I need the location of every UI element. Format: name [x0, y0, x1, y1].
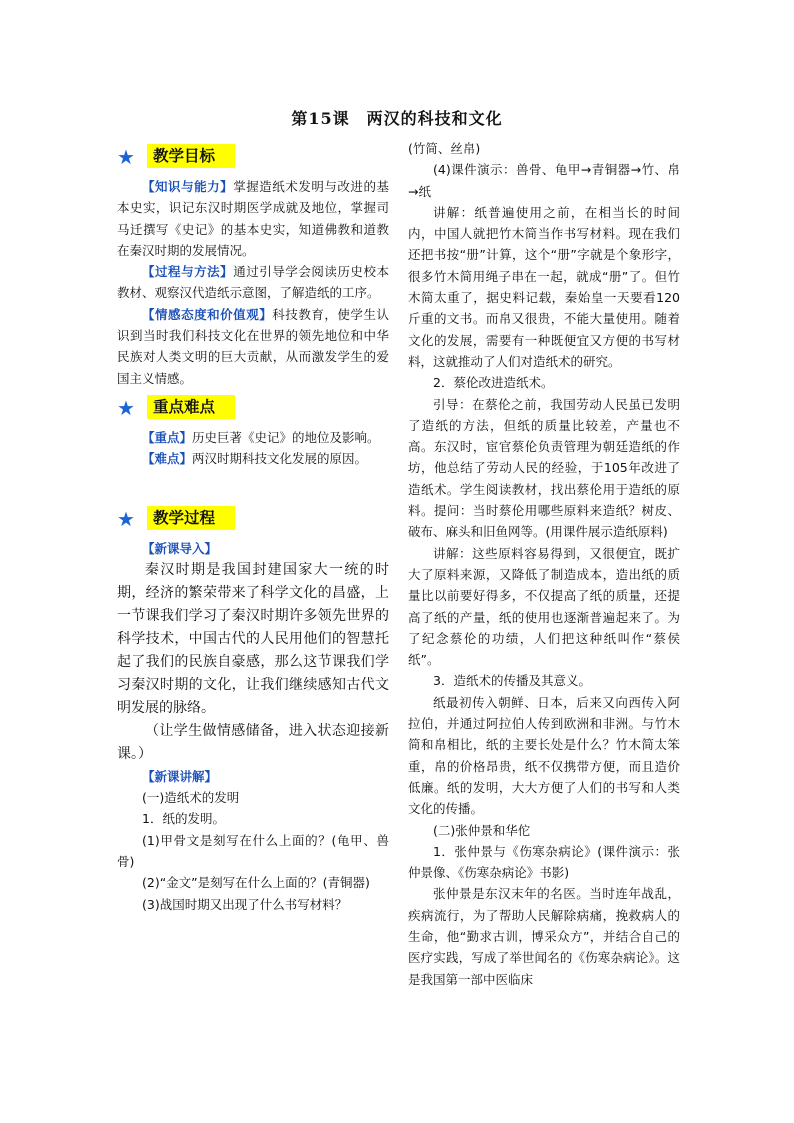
- tag-label: 【难点】: [142, 451, 193, 467]
- paragraph: （让学生做情感储备，进入状态迎接新课。）: [117, 722, 389, 762]
- section-header-process: [117, 504, 389, 532]
- paragraph: 张仲景是东汉末年的名医。当时连年战乱，疾病流行，为了帮助人民解除病痛，挽救病人的生命，他“勤求古训，博采众方”，并结合自己的医疗实践，写成了举世闻名的《伤寒杂病论》。这是我国第一部中医临床: [408, 886, 680, 987]
- paragraph: [117, 176, 389, 261]
- paragraph: 讲解：这些原料容易得到，又很便宜，既扩大了原料来源，又降低了制造成本，造出纸的质量比以前要好得多，不仅提高了纸的质量，还提高了纸的产量，纸的使用也逐渐普遍起来了。为了纪念蔡伦的功绩，人们把这种纸叫作“蔡侯纸”。: [408, 545, 680, 668]
- paragraph-text: 通过引导学会阅读历史校本教材、观察汉代造纸示意图，了解造纸的工序。: [117, 264, 389, 301]
- paragraph: (竹简、丝帛): [408, 141, 481, 156]
- paragraph: [117, 448, 389, 469]
- paragraph: (2)“金文”是刻写在什么上面的？(青铜器): [142, 875, 370, 891]
- section-header-objectives: [117, 142, 389, 170]
- paragraph-text: 掌握造纸术发明与改进的基本史实，识记东汉时期医学成就及地位，掌握司马迁撰写《史记》的基本史实，知道佛教和道教在秦汉时期的发展情况。: [117, 179, 389, 258]
- star-icon: ★: [117, 506, 135, 531]
- paragraph: (4)课件演示：兽骨、龟甲→青铜器→竹、帛→纸: [408, 162, 680, 199]
- right-column: [408, 138, 680, 990]
- subheading: 3．造纸术的传播及其意义。: [433, 673, 591, 689]
- paragraph-text: 科技教育，使学生认识到当时我们科技文化在世界的领先地位和中华民族对人类文明的巨大贡献，从而激发学生的爱国主义情感。: [117, 306, 389, 386]
- subheading: (一)造纸术的发明: [142, 790, 240, 806]
- tag-label: 【情感态度和价值观】: [142, 306, 273, 322]
- tag-label: 【重点】: [142, 429, 193, 445]
- paragraph: 讲解：纸普遍使用之前，在相当长的时间内，中国人就把竹木简当作书写材料。现在我们还把书按“册”计算，这个“册”字就是个象形字，很多竹木简用绳子串在一起，就成“册”了。但竹木简太重了，据史料记载，秦始皇一天要看120斤重的文书。而帛又很贵，不能大量使用。随着文化的发展，需要有一种既便宜又方便的书写材料，这就推动了人们对造纸术的研究。: [408, 204, 680, 369]
- subheading: 1．纸的发明。: [142, 811, 225, 827]
- left-column: [117, 138, 389, 915]
- section-title: 重点难点: [147, 395, 235, 419]
- section-header-key-points: [117, 393, 389, 421]
- paragraph: (1)甲骨文是刻写在什么上面的？(龟甲、兽骨): [117, 832, 389, 870]
- tag-label: 【新课讲解】: [142, 768, 218, 784]
- paragraph: [117, 304, 389, 389]
- paragraph: [117, 766, 389, 787]
- paragraph-text: 两汉时期科技文化发展的原因。: [192, 451, 368, 467]
- tag-label: 【知识与能力】: [142, 179, 234, 194]
- tag-label: 【新课导入】: [142, 540, 218, 556]
- star-icon: ★: [117, 145, 135, 169]
- paragraph: [117, 261, 389, 304]
- star-icon: ★: [117, 395, 135, 420]
- paragraph: 纸最初传入朝鲜、日本，后来又向西传入阿拉伯，并通过阿拉伯人传到欧洲和非洲。与竹木简和帛相比，纸的主要长处是什么？竹木简太笨重，帛的价格昂贵，纸不仅携带方便，而且造价低廉。纸的发明，大大方便了人们的书写和人类文化的传播。: [408, 694, 680, 817]
- paragraph: [117, 538, 389, 559]
- subheading: (二)张仲景和华佗: [433, 822, 531, 838]
- tag-label: 【过程与方法】: [142, 264, 234, 280]
- paragraph: 1．张仲景与《伤寒杂病论》(课件演示：张仲景像、《伤寒杂病论》书影): [408, 843, 680, 881]
- paragraph: (3)战国时期又出现了什么书写材料？: [142, 896, 348, 912]
- section-title: 教学目标: [147, 144, 235, 168]
- paragraph-text: 历史巨著《史记》的地位及影响。: [192, 429, 380, 445]
- paragraph: 引导：在蔡伦之前，我国劳动人民虽已发明了造纸的方法，但纸的质量比较差，产量也不高。东汉时，宦官蔡伦负责管理为朝廷造纸的作坊，他总结了劳动人民的经验，于105年改进了造纸术。学生阅读教材，找出蔡伦用于造纸的原料。提问：当时蔡伦用哪些原料来造纸？树皮、破布、麻头和旧鱼网等。(用课件展示造纸原料): [408, 396, 680, 540]
- section-title: 教学过程: [147, 506, 235, 530]
- page-title: 第15课 两汉的科技和文化: [291, 109, 503, 128]
- paragraph: [117, 427, 389, 448]
- subheading: 2．蔡伦改进造纸术。: [433, 375, 554, 391]
- paragraph: 秦汉时期是我国封建国家大一统的时期，经济的繁荣带来了科学文化的昌盛，上一节课我们学习了秦汉时期许多领先世界的科学技术，中国古代的人民用他们的智慧托起了我们的民族自豪感，那么这节课我们学习秦汉时期的文化，让我们继续感知古代文明发展的脉络。: [117, 561, 389, 716]
